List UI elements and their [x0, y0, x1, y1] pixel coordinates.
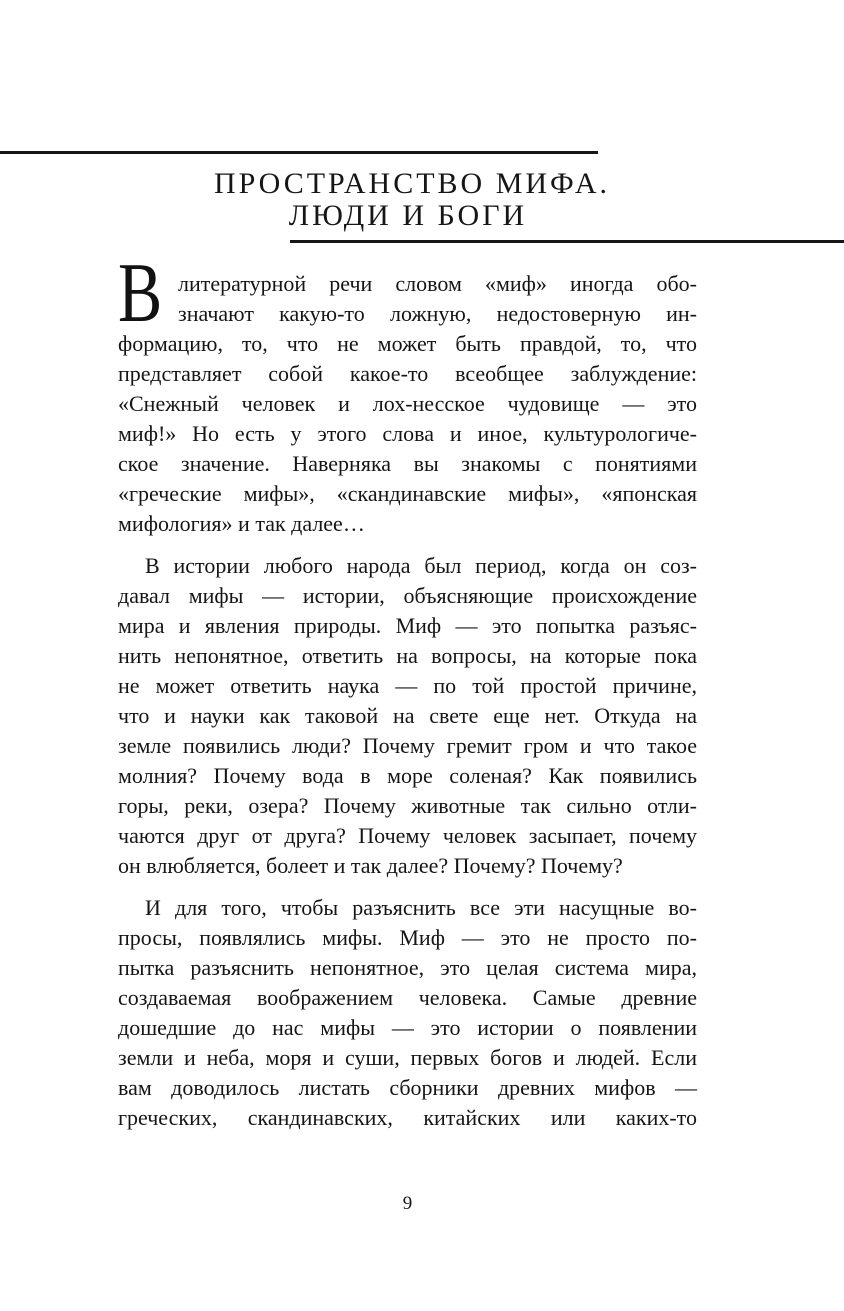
chapter-title-line-1: ПРОСТРАНСТВО МИФА. [213, 167, 611, 200]
paragraph-3 [118, 893, 697, 1134]
text-line: формацию, то, что не может быть правдой, то, что [118, 330, 697, 356]
text-line: И для того, чтобы разъяснить все эти насущные во- [145, 894, 697, 920]
chapter-title-line-2: ЛЮДИ И БОГИ [288, 199, 528, 232]
text-line: нить непонятное, ответить на вопросы, на которые пока [118, 642, 697, 668]
text-line: ское значение. Наверняка вы знакомы с понятиями [118, 451, 697, 477]
text-line: значают какую-то ложную, недостоверную ин- [178, 300, 697, 326]
title-bottom-rule [290, 240, 844, 243]
text-line: греческих, скандинавских, китайских или каких-то [118, 1105, 697, 1131]
text-line: миф!» Но есть у этого слова и иное, культурологиче- [118, 420, 697, 446]
text-line: не может ответить наука — по той простой причине, [118, 672, 697, 698]
text-line: просы, появлялись мифы. Миф — это не просто по- [118, 924, 697, 950]
text-line: В истории любого народа был период, когда он соз- [145, 552, 697, 578]
text-line: чаются друг от друга? Почему человек засыпает, почему [118, 823, 697, 849]
text-line: молния? Почему вода в море соленая? Как появились [118, 763, 697, 789]
text-line: что и науки как таковой на свете еще нет. Откуда на [118, 702, 697, 728]
paragraph-2 [118, 551, 697, 882]
text-line: горы, реки, озера? Почему животные так сильно отли- [118, 793, 697, 819]
text-line: земле появились люди? Почему гремит гром и что такое [118, 733, 697, 759]
text-line: дошедшие до нас мифы — это истории о появлении [118, 1014, 697, 1040]
top-rule [0, 151, 598, 154]
text-line: земли и неба, моря и суши, первых богов и людей. Если [118, 1044, 697, 1070]
text-line: давал мифы — истории, объясняющие происхождение [118, 582, 697, 608]
text-line: он влюбляется, болеет и так далее? Почему? Почему? [118, 853, 623, 879]
chapter-title [118, 168, 697, 232]
text-line: вам доводилось листать сборники древних мифов — [118, 1075, 697, 1101]
page-number: 9 [402, 1193, 413, 1214]
paragraph-1 [118, 269, 697, 540]
text-line: представляет собой какое-то всеобщее заблуждение: [118, 360, 697, 386]
drop-cap: В [118, 246, 163, 340]
text-line: литературной речи словом «миф» иногда обо- [178, 270, 697, 296]
text-line: «греческие мифы», «скандинавские мифы», «японская [118, 481, 697, 507]
text-line: создаваемая воображением человека. Самые древние [118, 984, 697, 1010]
text-line: «Снежный человек и лох-несское чудовище — это [118, 390, 697, 416]
text-line: мира и явления природы. Миф — это попытка разъяс- [118, 612, 697, 638]
text-line: мифология» и так далее… [118, 511, 365, 537]
text-line: пытка разъяснить непонятное, это целая система мира, [118, 954, 697, 980]
